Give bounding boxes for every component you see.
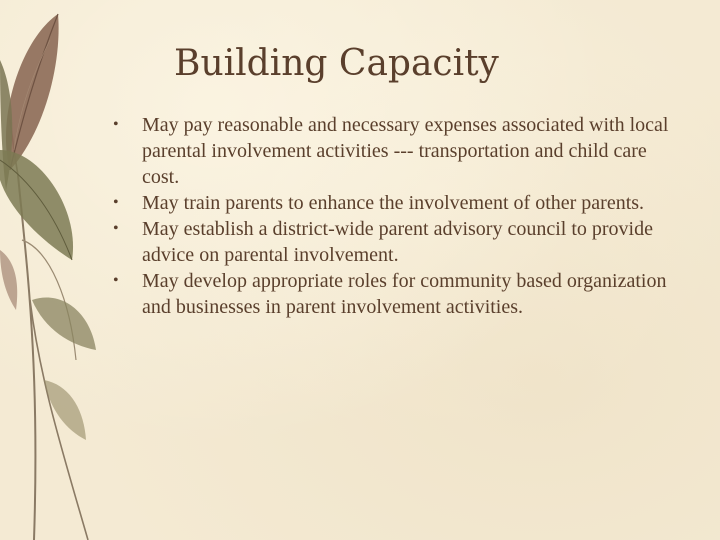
slide-title: Building Capacity <box>174 43 499 84</box>
bullet-text: May train parents to enhance the involvement of other parents. <box>142 192 645 214</box>
dried-leaf-branch-icon <box>0 0 110 540</box>
bullet-item <box>113 112 673 190</box>
bullet-icon: • <box>113 220 119 237</box>
bullet-item <box>113 268 673 320</box>
bullet-text: May develop appropriate roles for community based organization and businesses in parent involvement activities. <box>142 270 667 318</box>
bullet-icon: • <box>113 272 119 289</box>
bullet-item <box>113 190 673 216</box>
bullet-icon: • <box>113 194 119 211</box>
bullet-text: May establish a district-wide parent advisory council to provide advice on parental involvement. <box>142 218 653 266</box>
bullet-item <box>113 216 673 268</box>
bullet-icon: • <box>113 116 119 133</box>
bullet-text: May pay reasonable and necessary expenses associated with local parental involvement activities --- transportation and child care cost. <box>142 114 669 188</box>
bullet-list <box>113 112 673 320</box>
